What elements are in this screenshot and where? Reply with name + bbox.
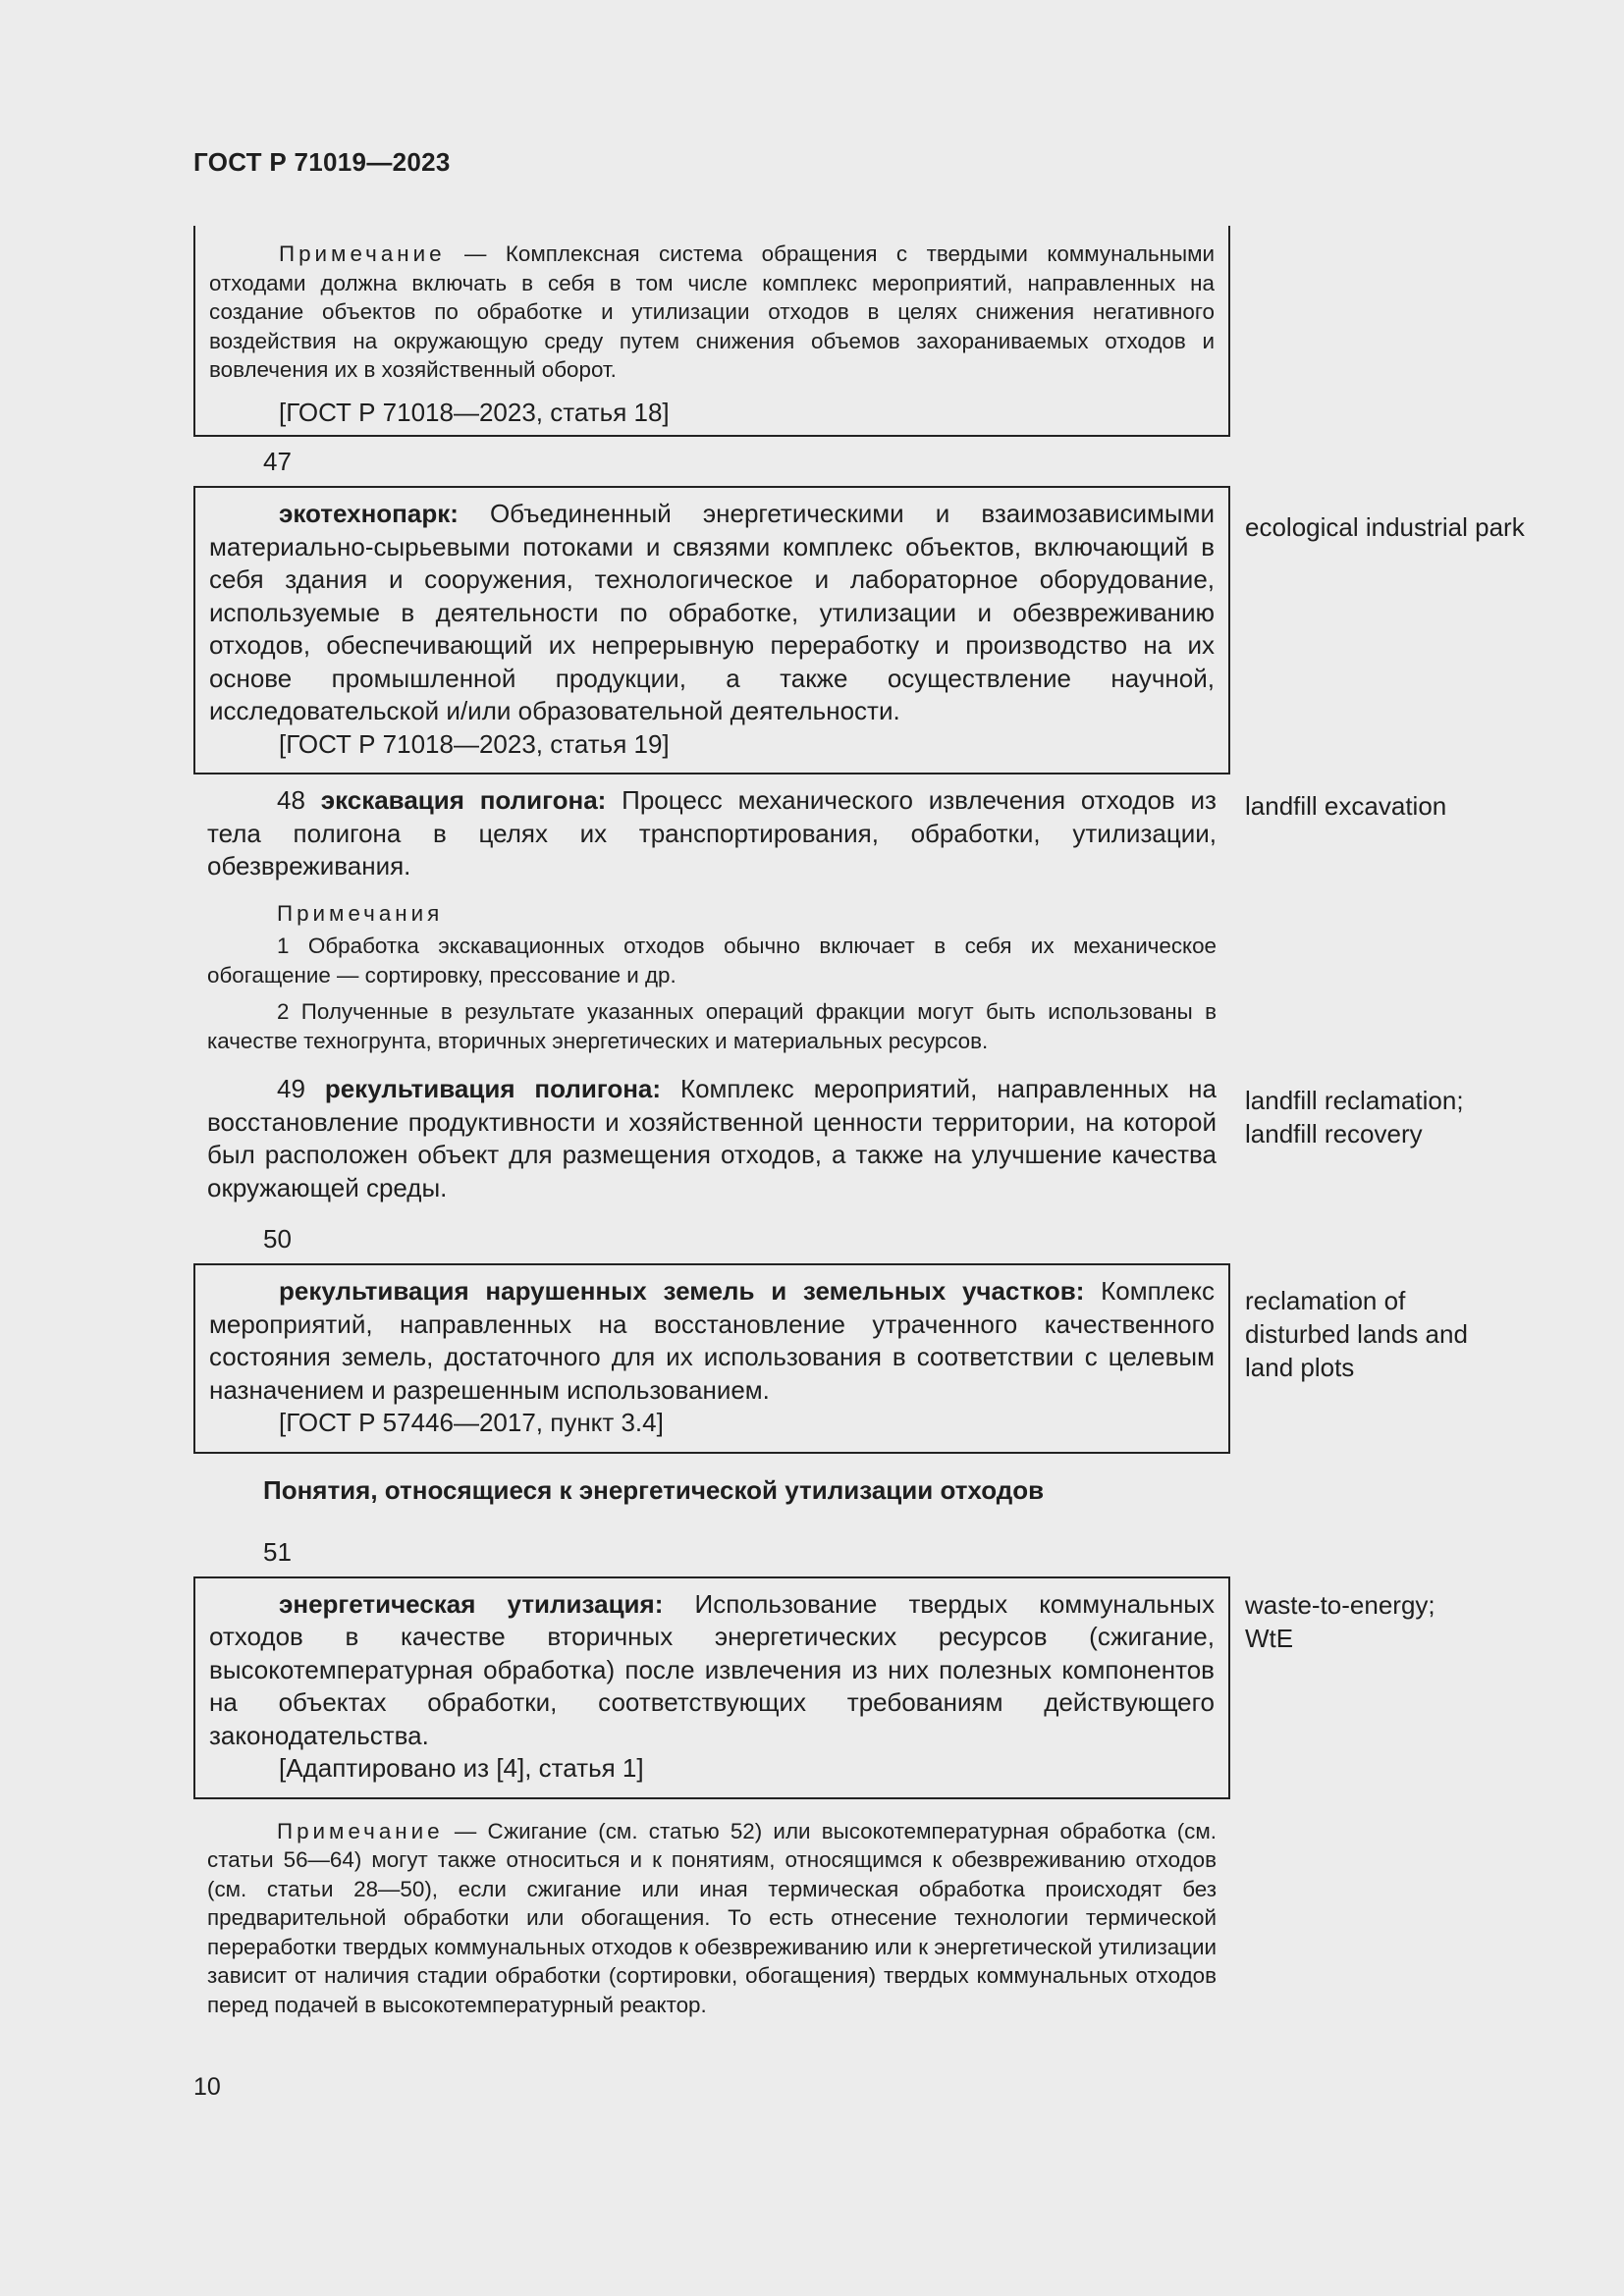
term-51-number: 51 [263, 1536, 292, 1567]
term-47-reference: [ГОСТ Р 71018—2023, статья 19] [279, 728, 670, 759]
term-48-note-2: 2 Полученные в результате указанных операций фракции могут быть использованы в качестве техногрунта, вторичных энергетических и материальных ресурсов. [207, 999, 1217, 1053]
term-47-text: Объединенный энергетическими и взаимозависимыми материально-сырьевыми потоками и связями комплекс объектов, включающий в себя здания и сооружения, технологическое и лабораторное оборудование, используемые в деятельности по обработке, утилизации и обезвреживанию отходов, обеспечивающий их непрерывную переработку и производство на их основе промышленной продукции, а также осуществление научной, исследовательской и/или образовательной деятельности. [209, 499, 1215, 725]
term-49-text: Комплекс мероприятий, направленных на восстановление продуктивности и хозяйственной ценности территории, на которой был расположен объект для размещения отходов, а также на улучшение качества окружающей среды. [207, 1074, 1217, 1202]
term-46-box [193, 226, 1230, 437]
term-46-reference: [ГОСТ Р 71018—2023, статья 18] [279, 397, 670, 427]
term-46-note [209, 240, 1215, 385]
term-48-text: Процесс механического извлечения отходов из тела полигона в целях их транспортирования, обработки, утилизации, обезвреживания. [207, 785, 1217, 881]
term-47-english: ecological industrial park [1245, 512, 1525, 542]
term-49-definition [207, 1073, 1217, 1204]
term-50-term: рекультивация нарушенных земель и земельных участков: [279, 1276, 1085, 1306]
note-label: Примечание [277, 1818, 444, 1843]
term-51-box [193, 1576, 1230, 1799]
term-47-definition [209, 498, 1215, 728]
term-47-box [193, 486, 1230, 774]
term-51-definition [209, 1588, 1215, 1753]
term-48-notes-label: Примечания [277, 900, 444, 926]
term-51-note-text [207, 1817, 1217, 2020]
term-48-term: экскавация полигона: [320, 785, 607, 815]
term-49-number: 49 [277, 1074, 305, 1103]
term-48 [193, 784, 1230, 1055]
note-text: — Комплексная система обращения с твердыми коммунальными отходами должна включать в себя в том числе комплекс мероприятий, направленных на создание объектов по обработке и утилизации отходов в целях снижения негативного воздействия на окружающую среду путем снижения объемов захораниваемых отходов и вовлечения их в хозяйственный оборот. [209, 241, 1215, 382]
term-49-english: landfill reclamation; landfill recovery [1245, 1086, 1464, 1148]
term-49 [193, 1073, 1230, 1204]
term-50-definition [209, 1275, 1215, 1407]
term-50-english: reclamation of disturbed lands and land plots [1245, 1286, 1468, 1382]
term-48-note-1: 1 Обработка экскавационных отходов обычно включает в себя их механическое обогащение — сортировку, прессование и др. [207, 934, 1217, 988]
term-50-number: 50 [263, 1224, 292, 1254]
term-50-box [193, 1263, 1230, 1454]
main-text-column [193, 226, 1230, 2019]
term-47-term: экотехнопарк: [279, 499, 459, 528]
term-48-english: landfill excavation [1245, 791, 1447, 821]
document-header: ГОСТ Р 71019—2023 [193, 147, 451, 177]
term-51-term: энергетическая утилизация: [279, 1588, 664, 1619]
term-51-text: Использование твердых коммунальных отходов в качестве вторичных энергетических ресурсов (сжигание, высокотемпературная обработка) после извлечения из них полезных компонентов на объектах обработки, соответствующих требованиям действующего законодательства. [209, 1588, 1215, 1750]
term-51-note [193, 1817, 1230, 2020]
term-48-number: 48 [277, 785, 305, 815]
page-number: 10 [193, 2073, 221, 2101]
term-50-reference: [ГОСТ Р 57446—2017, пункт 3.4] [279, 1408, 664, 1437]
term-51-reference: [Адаптировано из [4], статья 1] [279, 1753, 644, 1783]
note-label: Примечание [279, 241, 446, 266]
term-47-number: 47 [263, 447, 292, 476]
term-51-english: waste-to-energy; WtE [1245, 1590, 1435, 1653]
note-body: — Сжигание (см. статью 52) или высокотемпературная обработка (см. статьи 56—64) могут также относиться и к понятиям, относящимся к обезвреживанию отходов (см. статьи 28—50), если сжигание или иная термическая обработка происходят без предварительной обработки или обогащения. То есть отнесение технологии термической переработки твердых коммунальных отходов к обезвреживанию или к энергетической утилизации зависит от наличия стадии обработки (сортировки, обогащения) твердых коммунальных отходов перед подачей в высокотемпературный реактор. [207, 1818, 1217, 2017]
term-49-term: рекультивация полигона: [324, 1074, 662, 1103]
term-48-definition [207, 784, 1217, 883]
section-heading: Понятия, относящиеся к энергетической утилизации отходов [263, 1474, 1045, 1505]
term-50-text: Комплекс мероприятий, направленных на восстановление утраченного качественного состояния земель, достаточного для их использования в соответствии с целевым назначением и разрешенным использованием. [209, 1276, 1215, 1405]
